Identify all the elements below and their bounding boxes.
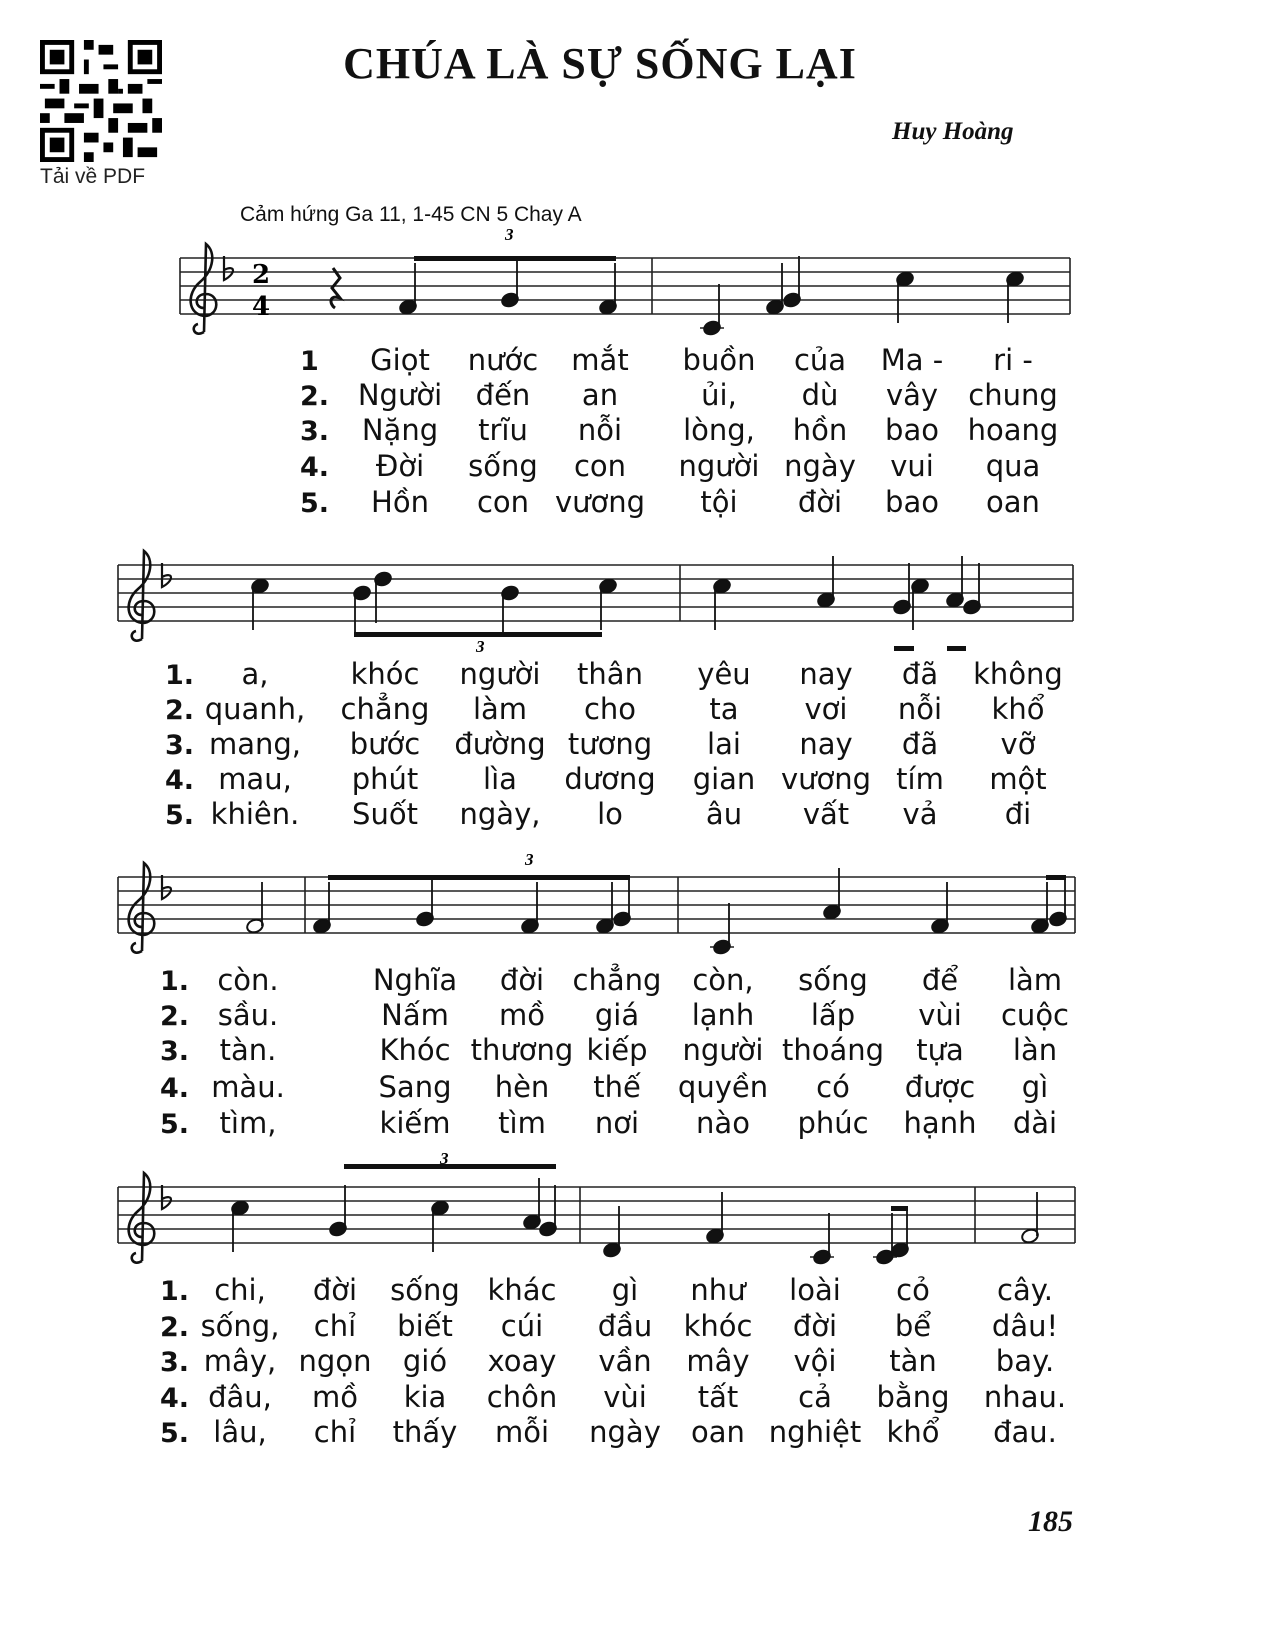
lyric-syllable: sống, [200, 1309, 280, 1343]
lyric-syllable: khiên. [210, 797, 300, 831]
lyric-syllable: mồ [312, 1380, 358, 1414]
lyric-syllable: Nặng [361, 413, 439, 447]
lyric-syllable: đến [475, 378, 531, 412]
lyric-syllable: làm [1007, 963, 1063, 997]
lyric-syllable: chôn [486, 1380, 558, 1414]
lyric-syllable: Khóc [379, 1033, 451, 1067]
lyric-syllable: vương [780, 762, 872, 796]
lyric-syllable: tất [697, 1380, 739, 1414]
lyric-syllable: con [476, 485, 530, 519]
lyric-syllable: thế [593, 1070, 641, 1104]
lyric-syllable: thân [577, 657, 643, 691]
lyric-syllable: nỗi [577, 413, 623, 447]
lyric-syllable: dài [1012, 1106, 1058, 1140]
lyric-syllable: phúc [797, 1106, 869, 1140]
lyric-syllable: tím [896, 762, 944, 796]
time-signature-bottom: 4 [252, 292, 271, 322]
lyric-syllable: đâu, [208, 1380, 272, 1414]
lyric-syllable: nay [799, 727, 853, 761]
lyric-syllable: khổ [991, 692, 1045, 726]
lyric-syllable: bao [885, 485, 939, 519]
verse-number: 4. [300, 452, 330, 483]
lyric-syllable: lo [597, 797, 623, 831]
lyric-syllable: Đời [375, 449, 425, 483]
lyric-syllable: đi [1004, 797, 1032, 831]
lyric-syllable: mắt [571, 343, 629, 377]
lyric-syllable: oan [986, 485, 1040, 519]
lyric-syllable: an [581, 378, 619, 412]
lyric-syllable: nay [799, 657, 853, 691]
lyric-syllable: khổ [886, 1415, 940, 1449]
lyric-syllable: hạnh [903, 1106, 977, 1140]
quarter-rest-icon [331, 268, 340, 308]
inspiration-note: Cảm hứng Ga 11, 1-45 CN 5 Chay A [240, 203, 582, 226]
lyric-syllable: ngày, [459, 797, 541, 831]
lyric-syllable: không [973, 657, 1063, 691]
lyric-syllable: hoang [967, 413, 1059, 447]
lyric-syllable: lìa [483, 762, 517, 796]
lyric-syllable: chẳng [340, 692, 430, 726]
lyric-syllable: nghiệt [768, 1415, 862, 1449]
beam [328, 875, 630, 880]
lyric-syllable: dù [801, 378, 839, 412]
beam [947, 646, 966, 651]
lyric-syllable: mồ [499, 998, 545, 1032]
lyric-syllable: dương [564, 762, 656, 796]
lyric-syllable: đời [797, 485, 843, 519]
lyric-syllable: nước [467, 343, 539, 377]
lyric-syllable: nào [696, 1106, 750, 1140]
verse-number: 3. [165, 730, 195, 761]
verse-number: 3. [300, 416, 330, 447]
lyric-syllable: hồn [792, 413, 848, 447]
triplet-mark: 3 [440, 1149, 449, 1168]
lyric-syllable: tìm [498, 1106, 546, 1140]
verse-number: 5. [300, 488, 330, 519]
lyric-syllable: gió [402, 1344, 448, 1378]
lyric-syllable: chỉ [313, 1309, 357, 1343]
lyric-syllable: vây [885, 378, 939, 412]
triplet-mark: 3 [525, 850, 534, 869]
lyric-syllable: Sang [378, 1070, 452, 1104]
lyric-syllable: còn. [217, 963, 279, 997]
lyric-syllable: chung [968, 378, 1058, 412]
lyric-syllable: xoay [487, 1344, 557, 1378]
lyric-syllable: gian [692, 762, 756, 796]
lyric-syllable: thoáng [781, 1033, 885, 1067]
lyric-syllable: vơi [804, 692, 848, 726]
lyric-syllable: cây. [997, 1273, 1053, 1307]
lyric-syllable: ta [709, 692, 739, 726]
page-number: 185 [1028, 1505, 1073, 1538]
beam [414, 256, 616, 261]
verse-number: 1. [160, 966, 190, 997]
lyric-syllable: khác [487, 1273, 557, 1307]
lyric-syllable: vất [802, 797, 850, 831]
lyric-syllable: cỏ [896, 1273, 930, 1307]
lyric-syllable: mây, [203, 1344, 277, 1378]
time-signature-top: 2 [252, 260, 271, 290]
lyric-syllable: quyền [677, 1070, 769, 1104]
lyric-syllable: đã [901, 657, 939, 691]
lyric-syllable: đầu [597, 1309, 653, 1343]
triplet-mark: 3 [476, 637, 485, 656]
lyric-syllable: ủi, [701, 378, 737, 412]
verse-number: 2. [165, 695, 195, 726]
lyric-syllable: tàn. [219, 1033, 277, 1067]
verse-number: 5. [160, 1418, 190, 1449]
lyric-syllable: cuộc [1000, 998, 1070, 1032]
lyric-syllable: sống [468, 449, 538, 483]
lyric-syllable: lòng, [683, 413, 755, 447]
lyric-syllable: Nấm [381, 998, 449, 1032]
lyric-syllable: có [816, 1070, 850, 1104]
lyric-syllable: còn, [692, 963, 754, 997]
lyric-syllable: yêu [697, 657, 751, 691]
lyric-syllable: nỗi [897, 692, 943, 726]
lyric-syllable: bước [349, 727, 421, 761]
lyric-syllable: qua [985, 449, 1041, 483]
lyric-syllable: bằng [876, 1380, 950, 1414]
lyric-syllable: màu. [211, 1070, 285, 1104]
verse-number: 2. [160, 1001, 190, 1032]
lyric-syllable: tìm, [219, 1106, 277, 1140]
lyric-syllable: sầu. [217, 998, 279, 1032]
flat-key-signature-icon [162, 875, 171, 899]
verse-number: 3. [160, 1036, 190, 1067]
lyric-syllable: như [690, 1273, 746, 1307]
lyric-syllable: thương [470, 1033, 574, 1067]
lyric-syllable: Ma - [880, 343, 944, 377]
lyric-syllable: tương [567, 727, 653, 761]
verse-number: 5. [165, 800, 195, 831]
beam [1046, 875, 1066, 880]
verse-number: 4. [160, 1073, 190, 1104]
lyric-syllable: được [904, 1070, 976, 1104]
lyric-syllable: chỉ [313, 1415, 357, 1449]
lyric-syllable: đời [792, 1309, 838, 1343]
lyric-syllable: đường [454, 727, 546, 761]
lyric-syllable: ngọn [298, 1344, 372, 1378]
lyric-syllable: gì [1021, 1070, 1049, 1104]
triplet-mark: 3 [505, 225, 514, 244]
lyric-syllable: bể [894, 1309, 932, 1343]
lyric-syllable: mỗi [494, 1415, 550, 1449]
lyric-syllable: cúi [500, 1309, 544, 1343]
lyric-syllable: của [793, 343, 847, 377]
flat-key-signature-icon [162, 1185, 171, 1209]
lyric-syllable: bao [885, 413, 939, 447]
lyric-syllable: biết [397, 1309, 453, 1343]
composer: Huy Hoàng [892, 118, 1014, 145]
beam [894, 646, 914, 651]
lyric-syllable: dâu! [991, 1309, 1059, 1343]
lyric-syllable: loài [789, 1273, 841, 1307]
lyric-syllable: làm [472, 692, 528, 726]
lyric-syllable: phút [351, 762, 419, 796]
lyric-syllable: tàn [889, 1344, 937, 1378]
lyric-syllable: khóc [350, 657, 420, 691]
flat-key-signature-icon [162, 563, 171, 587]
lyric-syllable: vội [793, 1344, 837, 1378]
lyric-syllable: hèn [494, 1070, 550, 1104]
lyric-syllable: âu [705, 797, 743, 831]
verse-number: 2. [160, 1312, 190, 1343]
lyric-syllable: Người [357, 378, 443, 412]
lyric-syllable: kia [403, 1380, 447, 1414]
lyric-syllable: đời [312, 1273, 358, 1307]
lyric-syllable: vương [554, 485, 646, 519]
lyric-syllable: đã [901, 727, 939, 761]
lyric-syllable: vỡ [1000, 727, 1036, 761]
verse-number: 5. [160, 1109, 190, 1140]
lyric-syllable: mau, [218, 762, 292, 796]
lyric-syllable: nhau. [983, 1380, 1067, 1414]
lyric-syllable: người [682, 1033, 764, 1067]
lyric-syllable: Giọt [370, 343, 430, 377]
lyric-syllable: vả [902, 797, 938, 831]
verse-number: 1 [300, 346, 319, 377]
lyric-syllable: vùi [918, 998, 962, 1032]
lyric-syllable: sống [798, 963, 868, 997]
lyric-syllable: chi, [214, 1273, 266, 1307]
lyric-syllable: vùi [603, 1380, 647, 1414]
lyric-syllable: một [989, 762, 1047, 796]
lyric-syllable: quanh, [204, 692, 306, 726]
lyric-syllable: vui [890, 449, 934, 483]
verse-number: 1. [160, 1276, 190, 1307]
lyric-syllable: người [459, 657, 541, 691]
verse-number: 2. [300, 381, 330, 412]
flat-key-signature-icon [224, 256, 233, 280]
lyric-syllable: đau. [993, 1415, 1057, 1449]
lyric-syllable: nơi [594, 1106, 640, 1140]
lyric-syllable: a, [241, 657, 269, 691]
lyric-syllable: lạnh [691, 998, 755, 1032]
verse-number: 1. [165, 660, 195, 691]
lyric-syllable: trĩu [478, 413, 528, 447]
lyric-syllable: làn [1012, 1033, 1058, 1067]
lyric-syllable: người [678, 449, 760, 483]
lyric-syllable: Suốt [352, 797, 418, 831]
verse-number: 3. [160, 1347, 190, 1378]
lyric-syllable: ngày [589, 1415, 661, 1449]
beam [891, 1206, 908, 1211]
lyric-syllable: khóc [683, 1309, 753, 1343]
song-title: CHÚA LÀ SỰ SỐNG LẠI [343, 39, 857, 88]
lyric-syllable: bay. [995, 1344, 1055, 1378]
lyric-syllable: tội [700, 485, 738, 519]
lyric-syllable: cho [583, 692, 637, 726]
verse-number: 4. [160, 1383, 190, 1414]
lyric-syllable: chẳng [572, 963, 662, 997]
lyric-syllable: Nghĩa [372, 963, 458, 997]
lyric-syllable: kiếp [586, 1033, 648, 1067]
lyric-syllable: lai [707, 727, 741, 761]
lyric-syllable: kiếm [379, 1106, 451, 1140]
lyric-syllable: gì [611, 1273, 639, 1307]
lyric-syllable: buồn [682, 343, 756, 377]
lyric-syllable: lấp [810, 998, 856, 1032]
lyric-syllable: mây [686, 1344, 750, 1378]
lyric-syllable: con [573, 449, 627, 483]
lyric-syllable: tựa [916, 1033, 964, 1067]
verse-number: 4. [165, 765, 195, 796]
lyric-syllable: để [921, 963, 959, 997]
lyric-syllable: ngày [784, 449, 856, 483]
lyric-syllable: sống [390, 1273, 460, 1307]
lyric-syllable: giá [594, 998, 640, 1032]
lyric-syllable: mang, [208, 727, 302, 761]
lyric-syllable: Hồn [371, 485, 429, 519]
lyric-syllable: vần [598, 1344, 652, 1378]
lyric-syllable: đời [499, 963, 545, 997]
lyric-syllable: lâu, [213, 1415, 267, 1449]
lyric-syllable: thấy [392, 1415, 458, 1449]
download-pdf-link[interactable]: Tải về PDF [40, 165, 146, 188]
beam [344, 1164, 556, 1169]
lyric-syllable: cả [798, 1380, 832, 1414]
lyric-syllable: ri - [993, 343, 1033, 377]
lyric-syllable: oan [691, 1415, 745, 1449]
